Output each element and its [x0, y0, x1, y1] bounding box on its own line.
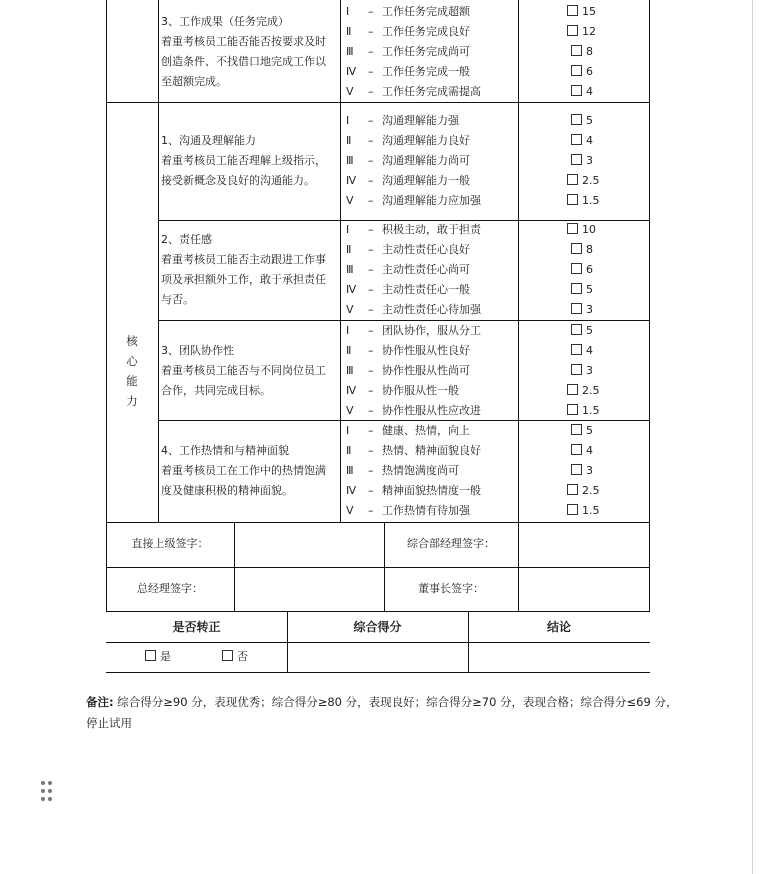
score-checkbox[interactable] — [567, 220, 596, 240]
option-dash: – — [368, 283, 374, 296]
checkbox-icon — [571, 65, 582, 76]
checkbox-icon — [571, 283, 582, 294]
option-dash: – — [368, 114, 374, 127]
option-row — [346, 240, 470, 260]
option-text: 协作性服从性应改进 — [382, 404, 481, 417]
checkbox-icon — [567, 484, 578, 495]
option-rank: Ⅴ — [346, 85, 354, 98]
score-value: 2.5 — [582, 174, 600, 187]
score-checkbox[interactable] — [571, 260, 593, 280]
option-rank: Ⅰ — [346, 424, 350, 437]
option-text: 工作任务完成需提高 — [382, 85, 481, 98]
option-rank: Ⅱ — [346, 444, 352, 457]
score-value: 6 — [586, 263, 593, 276]
option-dash: – — [368, 464, 374, 477]
option-dash: – — [368, 154, 374, 167]
checkbox-icon — [222, 650, 233, 661]
option-text: 协作性服从性良好 — [382, 344, 470, 357]
score-checkbox[interactable] — [567, 501, 600, 521]
option-row — [346, 131, 470, 151]
option-dash: – — [368, 404, 374, 417]
option-rank: Ⅳ — [346, 484, 357, 497]
conclusion-field[interactable] — [469, 643, 649, 672]
checkbox-icon — [571, 45, 582, 56]
section-title: 4、工作热情和与精神面貌 — [161, 444, 289, 457]
score-value: 10 — [582, 223, 596, 236]
score-checkbox[interactable] — [567, 481, 600, 501]
checkbox-icon — [571, 464, 582, 475]
section-title: 3、团队协作性 — [161, 344, 234, 357]
score-value: 12 — [582, 25, 596, 38]
section-desc-line: 着重考核员工能否理解上级指示， — [161, 154, 326, 167]
score-checkbox[interactable] — [567, 381, 600, 401]
score-value: 5 — [586, 283, 593, 296]
option-row — [346, 341, 470, 361]
category-label: 核心能力 — [126, 334, 138, 408]
option-dash: – — [368, 324, 374, 337]
chairman-signature-field[interactable] — [519, 568, 649, 611]
option-rank: Ⅳ — [346, 174, 357, 187]
option-text: 协作服从性一般 — [382, 384, 459, 397]
option-text: 精神面貌热情度一般 — [382, 484, 481, 497]
section-desc-line: 与否。 — [161, 293, 194, 306]
score-value: 8 — [586, 45, 593, 58]
option-text: 沟通理解能力应加强 — [382, 194, 481, 207]
score-value: 8 — [586, 243, 593, 256]
general-manager-signature-label: 总经理签字： — [137, 582, 203, 595]
option-dash: – — [368, 5, 374, 18]
checkbox-icon — [567, 25, 578, 36]
section-desc-line: 度及健康积极的精神面貌。 — [161, 484, 293, 497]
option-dash: – — [368, 223, 374, 236]
confirm-yes-label: 是 — [160, 650, 171, 663]
checkbox-icon — [567, 223, 578, 234]
section-desc-line: 合作，共同完成目标。 — [161, 384, 271, 397]
option-text: 健康、热情，向上 — [382, 424, 470, 437]
score-checkbox[interactable] — [571, 62, 593, 82]
dept-manager-signature-label: 综合部经理签字： — [407, 537, 495, 550]
option-rank: Ⅱ — [346, 134, 352, 147]
option-row — [346, 220, 481, 240]
checkbox-icon — [571, 243, 582, 254]
score-value: 6 — [586, 65, 593, 78]
option-dash: – — [368, 424, 374, 437]
section-desc-line: 着重考核员工能否能否按要求及时 — [161, 35, 326, 48]
score-checkbox[interactable] — [571, 151, 593, 171]
option-text: 沟通理解能力一般 — [382, 174, 470, 187]
option-text: 工作热情有待加强 — [382, 504, 470, 517]
score-checkbox[interactable] — [571, 321, 593, 341]
checkbox-icon — [571, 85, 582, 96]
option-dash: – — [368, 444, 374, 457]
option-text: 团队协作，服从分工 — [382, 324, 481, 337]
checkbox-icon — [567, 504, 578, 515]
checkbox-icon — [567, 174, 578, 185]
option-dash: – — [368, 25, 374, 38]
option-row — [346, 42, 470, 62]
option-dash: – — [368, 484, 374, 497]
checkbox-icon — [567, 384, 578, 395]
section-desc-line: 项及承担额外工作，敢于承担责任 — [161, 273, 326, 286]
option-row — [346, 300, 481, 320]
option-row — [346, 441, 481, 461]
option-dash: – — [368, 344, 374, 357]
confirm-no-checkbox[interactable] — [222, 650, 248, 664]
score-checkbox[interactable] — [571, 341, 593, 361]
dept-manager-signature-field[interactable] — [519, 523, 649, 567]
option-dash: – — [368, 65, 374, 78]
option-dash: – — [368, 384, 374, 397]
option-dash: – — [368, 174, 374, 187]
drag-handle-icon[interactable] — [41, 781, 53, 803]
option-row — [346, 82, 481, 102]
section-desc-line: 至超额完成。 — [161, 75, 227, 88]
score-checkbox[interactable] — [571, 111, 593, 131]
section-desc-line: 接受新概念及良好的沟通能力。 — [161, 174, 315, 187]
total-score-header: 综合得分 — [353, 620, 402, 634]
checkbox-icon — [571, 114, 582, 125]
option-row — [346, 171, 470, 191]
option-rank: Ⅲ — [346, 154, 354, 167]
option-rank: Ⅰ — [346, 223, 350, 236]
score-value: 1.5 — [582, 194, 600, 207]
chairman-signature-label: 董事长签字： — [418, 582, 484, 595]
score-value: 5 — [586, 324, 593, 337]
option-text: 工作任务完成一般 — [382, 65, 470, 78]
score-value: 1.5 — [582, 404, 600, 417]
note-line-2: 停止试用 — [86, 716, 132, 730]
option-rank: Ⅴ — [346, 404, 354, 417]
option-rank: Ⅳ — [346, 384, 357, 397]
option-dash: – — [368, 303, 374, 316]
option-text: 沟通理解能力尚可 — [382, 154, 470, 167]
checkbox-icon — [571, 424, 582, 435]
page-edge — [752, 0, 753, 874]
score-checkbox[interactable] — [567, 191, 600, 211]
checkbox-icon — [567, 194, 578, 205]
score-checkbox[interactable] — [567, 22, 596, 42]
score-checkbox[interactable] — [571, 240, 593, 260]
option-row — [346, 401, 481, 421]
option-dash: – — [368, 263, 374, 276]
score-checkbox[interactable] — [571, 421, 593, 441]
option-dash: – — [368, 364, 374, 377]
section-title: 2、责任感 — [161, 233, 212, 246]
note-label: 备注: — [86, 695, 114, 709]
score-checkbox[interactable] — [571, 280, 593, 300]
option-rank: Ⅴ — [346, 504, 354, 517]
option-row — [346, 501, 470, 521]
option-row — [346, 481, 481, 501]
option-text: 沟通理解能力良好 — [382, 134, 470, 147]
option-row — [346, 280, 470, 300]
option-rank: Ⅲ — [346, 263, 354, 276]
checkbox-icon — [145, 650, 156, 661]
general-manager-signature-field[interactable] — [235, 568, 384, 611]
score-value: 5 — [586, 114, 593, 127]
option-rank: Ⅰ — [346, 5, 350, 18]
note-text: 综合得分≥90 分，表现优秀；综合得分≥80 分，表现良好；综合得分≥70 分，表现合格；综合得分≤69 分， — [113, 695, 678, 709]
score-checkbox[interactable] — [571, 42, 593, 62]
score-checkbox[interactable] — [571, 441, 593, 461]
note-line-1 — [86, 695, 677, 709]
section-desc-line: 创造条件、不找借口地完成工作以 — [161, 55, 326, 68]
option-row — [346, 361, 470, 381]
checkbox-icon — [571, 444, 582, 455]
confirm-yes-checkbox[interactable] — [145, 650, 171, 664]
option-row — [346, 260, 470, 280]
option-text: 协作性服从性尚可 — [382, 364, 470, 377]
option-row — [346, 461, 459, 481]
checkbox-icon — [567, 5, 578, 16]
direct-supervisor-signature-label: 直接上级签字： — [131, 537, 209, 550]
section-title: 3、工作成果（任务完成） — [161, 15, 289, 28]
score-value: 4 — [586, 134, 593, 147]
checkbox-icon — [571, 154, 582, 165]
score-value: 1.5 — [582, 504, 600, 517]
option-dash: – — [368, 134, 374, 147]
score-checkbox[interactable] — [571, 82, 593, 102]
score-value: 15 — [582, 5, 596, 18]
score-value: 5 — [586, 424, 593, 437]
checkbox-icon — [567, 404, 578, 415]
option-row — [346, 111, 459, 131]
option-row — [346, 321, 481, 341]
score-value: 3 — [586, 154, 593, 167]
option-rank: Ⅱ — [346, 25, 352, 38]
section-desc-line: 着重考核员工在工作中的热情饱满 — [161, 464, 326, 477]
option-text: 沟通理解能力强 — [382, 114, 459, 127]
score-checkbox[interactable] — [571, 300, 593, 320]
option-dash: – — [368, 45, 374, 58]
option-row — [346, 22, 470, 42]
score-checkbox[interactable] — [571, 361, 593, 381]
section-desc-line: 着重考核员工能否主动跟进工作事 — [161, 253, 326, 266]
checkbox-icon — [571, 344, 582, 355]
confirm-no-label: 否 — [237, 650, 248, 663]
score-value: 3 — [586, 303, 593, 316]
direct-supervisor-signature-field[interactable] — [235, 523, 384, 567]
option-row — [346, 381, 459, 401]
option-text: 热情饱满度尚可 — [382, 464, 459, 477]
option-text: 主动性责任心尚可 — [382, 263, 470, 276]
option-rank: Ⅴ — [346, 303, 354, 316]
option-text: 主动性责任心良好 — [382, 243, 470, 256]
option-rank: Ⅳ — [346, 65, 357, 78]
option-text: 工作任务完成尚可 — [382, 45, 470, 58]
option-row — [346, 421, 470, 441]
option-rank: Ⅲ — [346, 45, 354, 58]
score-checkbox[interactable] — [567, 401, 600, 421]
option-text: 积极主动，敢于担责 — [382, 223, 481, 236]
option-dash: – — [368, 85, 374, 98]
option-text: 热情、精神面貌良好 — [382, 444, 481, 457]
section-desc-line: 着重考核员工能否与不同岗位员工 — [161, 364, 326, 377]
checkbox-icon — [571, 364, 582, 375]
score-checkbox[interactable] — [567, 171, 600, 191]
option-text: 工作任务完成超额 — [382, 5, 470, 18]
option-row — [346, 2, 470, 22]
option-rank: Ⅴ — [346, 194, 354, 207]
option-rank: Ⅲ — [346, 464, 354, 477]
option-rank: Ⅰ — [346, 324, 350, 337]
conclusion-header: 结论 — [546, 620, 571, 634]
score-value: 4 — [586, 444, 593, 457]
option-row — [346, 151, 470, 171]
checkbox-icon — [571, 324, 582, 335]
option-rank: Ⅱ — [346, 344, 352, 357]
option-text: 主动性责任心一般 — [382, 283, 470, 296]
option-text: 主动性责任心待加强 — [382, 303, 481, 316]
option-rank: Ⅰ — [346, 114, 350, 127]
section-title: 1、沟通及理解能力 — [161, 134, 256, 147]
total-score-field[interactable] — [288, 643, 468, 672]
option-text: 工作任务完成良好 — [382, 25, 470, 38]
option-rank: Ⅱ — [346, 243, 352, 256]
score-value: 2.5 — [582, 384, 600, 397]
score-value: 4 — [586, 344, 593, 357]
option-row — [346, 191, 481, 211]
option-dash: – — [368, 194, 374, 207]
score-checkbox[interactable] — [567, 2, 596, 22]
score-value: 2.5 — [582, 484, 600, 497]
score-value: 3 — [586, 464, 593, 477]
score-value: 3 — [586, 364, 593, 377]
option-row — [346, 62, 470, 82]
checkbox-icon — [571, 263, 582, 274]
option-rank: Ⅲ — [346, 364, 354, 377]
score-checkbox[interactable] — [571, 131, 593, 151]
score-value: 4 — [586, 85, 593, 98]
option-dash: – — [368, 243, 374, 256]
confirm-header: 是否转正 — [172, 620, 221, 634]
option-dash: – — [368, 504, 374, 517]
score-checkbox[interactable] — [571, 461, 593, 481]
checkbox-icon — [571, 134, 582, 145]
option-rank: Ⅳ — [346, 283, 357, 296]
checkbox-icon — [571, 303, 582, 314]
